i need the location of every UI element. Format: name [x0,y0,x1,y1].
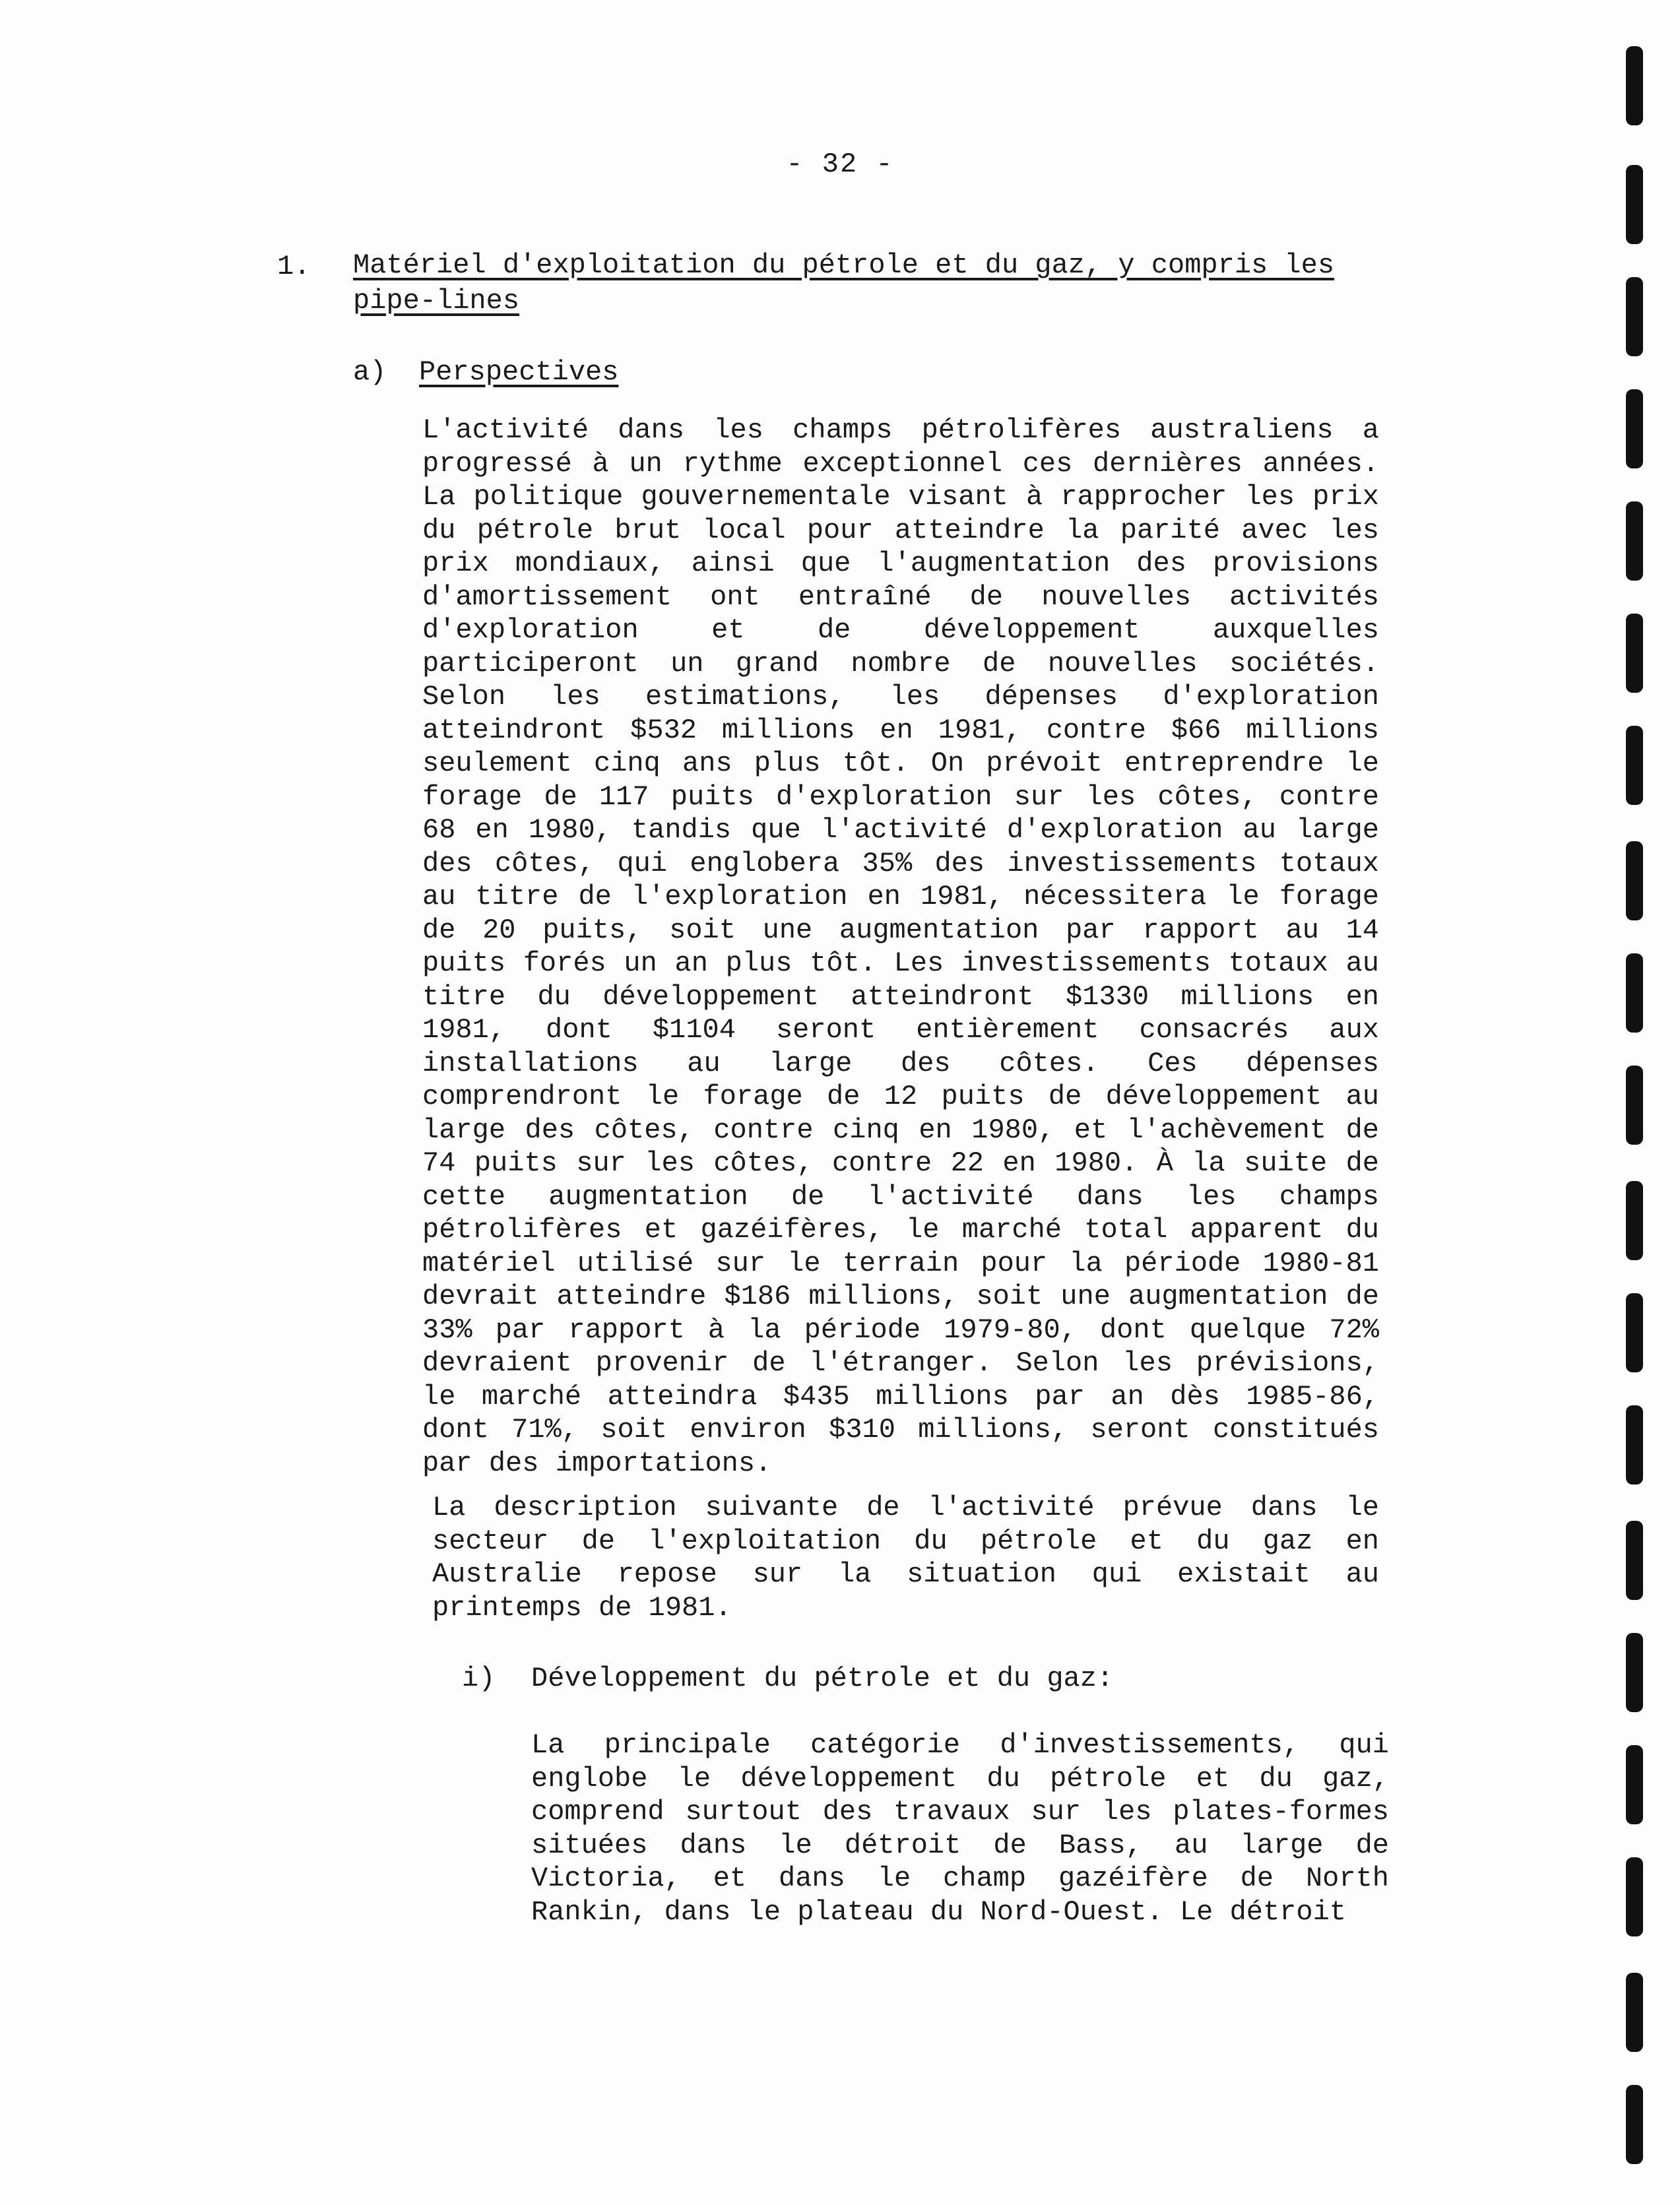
binding-mark [1626,841,1643,920]
binding-mark [1626,389,1643,468]
item-title: Développement du pétrole et du gaz: [531,1663,1114,1694]
binding-mark [1626,953,1643,1033]
binding-mark [1626,1181,1643,1260]
binding-mark [1626,1405,1643,1485]
paragraph-perspectives: L'activité dans les champs pétrolifères australiens a progressé à un rythme exceptionnel ces dernières années. La politique gouvernementale visant à rapprocher les prix du pétrole brut local pour atteindre la parité avec les prix mondiaux, ainsi que l'augmentation des provisions d'amortissement ont entraîné de nouvelles activités d'exploration et de développement auxquelles participeront un grand nombre de nouvelles sociétés. Selon les estimations, les dépenses d'exploration atteindront $532 millions en 1981, contre $66 millions seulement cinq ans plus tôt. On prévoit entreprendre le forage de 117 puits d'exploration sur les côtes, contre 68 en 1980, tandis que l'activité d'exploration au large des côtes, qui englobera 35% des investissements totaux au titre de l'exploration en 1981, nécessitera le forage de 20 puits, soit une augmentation par rapport au 14 puits forés un an plus tôt. Les investissements totaux au titre du développement atteindront $1330 millions en 1981, dont $1104 seront entièrement consacrés aux installations au large des côtes. Ces dépenses comprendront le forage de 12 puits de développement au large des côtes, contre cinq en 1980, et l'achèvement de 74 puits sur les côtes, contre 22 en 1980. À la suite de cette augmentation de l'activité dans les champs pétrolifères et gazéifères, le marché total apparent du matériel utilisé sur le terrain pour la période 1980-81 devrait atteindre $186 millions, soit une augmentation de 33% par rapport à la période 1979-80, dont quelque 72% devraient provenir de l'étranger. Selon les prévisions, le marché atteindra $435 millions par an dès 1985-86, dont 71%, soit environ $310 millions, seront constitués par des importations. [422,414,1379,1479]
binding-mark [1626,1293,1643,1372]
binding-mark [1626,1066,1643,1145]
paragraph-development: La principale catégorie d'investissements, qui englobe le développement du pétrole et du gaz, comprend surtout des travaux sur les plates-formes situées dans le détroit de Bass, au large de Victoria, et dans le champ gazéifère de North Rankin, dans le plateau du Nord-Ouest. Le détroit [531,1729,1389,1928]
binding-mark [1626,1745,1643,1824]
binding-mark [1626,501,1643,581]
binding-mark [1626,1633,1643,1712]
binding-mark [1626,726,1643,805]
binding-mark [1626,614,1643,693]
binding-mark [1626,1857,1643,1936]
binding-mark [1626,165,1643,244]
section-number: 1. [277,251,311,282]
paragraph-description: La description suivante de l'activité prévue dans le secteur de l'exploitation du pétrole et du gaz en Australie repose sur la situation qui existait au printemps de 1981. [432,1492,1379,1624]
page-number: - 32 - [786,148,894,180]
subsection-label: a) [353,356,387,388]
binding-mark [1626,1521,1643,1600]
binding-mark [1626,1973,1643,2052]
item-label: i) [462,1663,496,1694]
section-title: Matériel d'exploitation du pétrole et du gaz, y compris les pipe-lines [353,249,1335,317]
binding-mark [1626,46,1643,125]
subsection-title: Perspectives [419,356,619,388]
binding-mark [1626,277,1643,356]
binding-marks [1614,0,1654,2205]
binding-mark [1626,2085,1643,2164]
